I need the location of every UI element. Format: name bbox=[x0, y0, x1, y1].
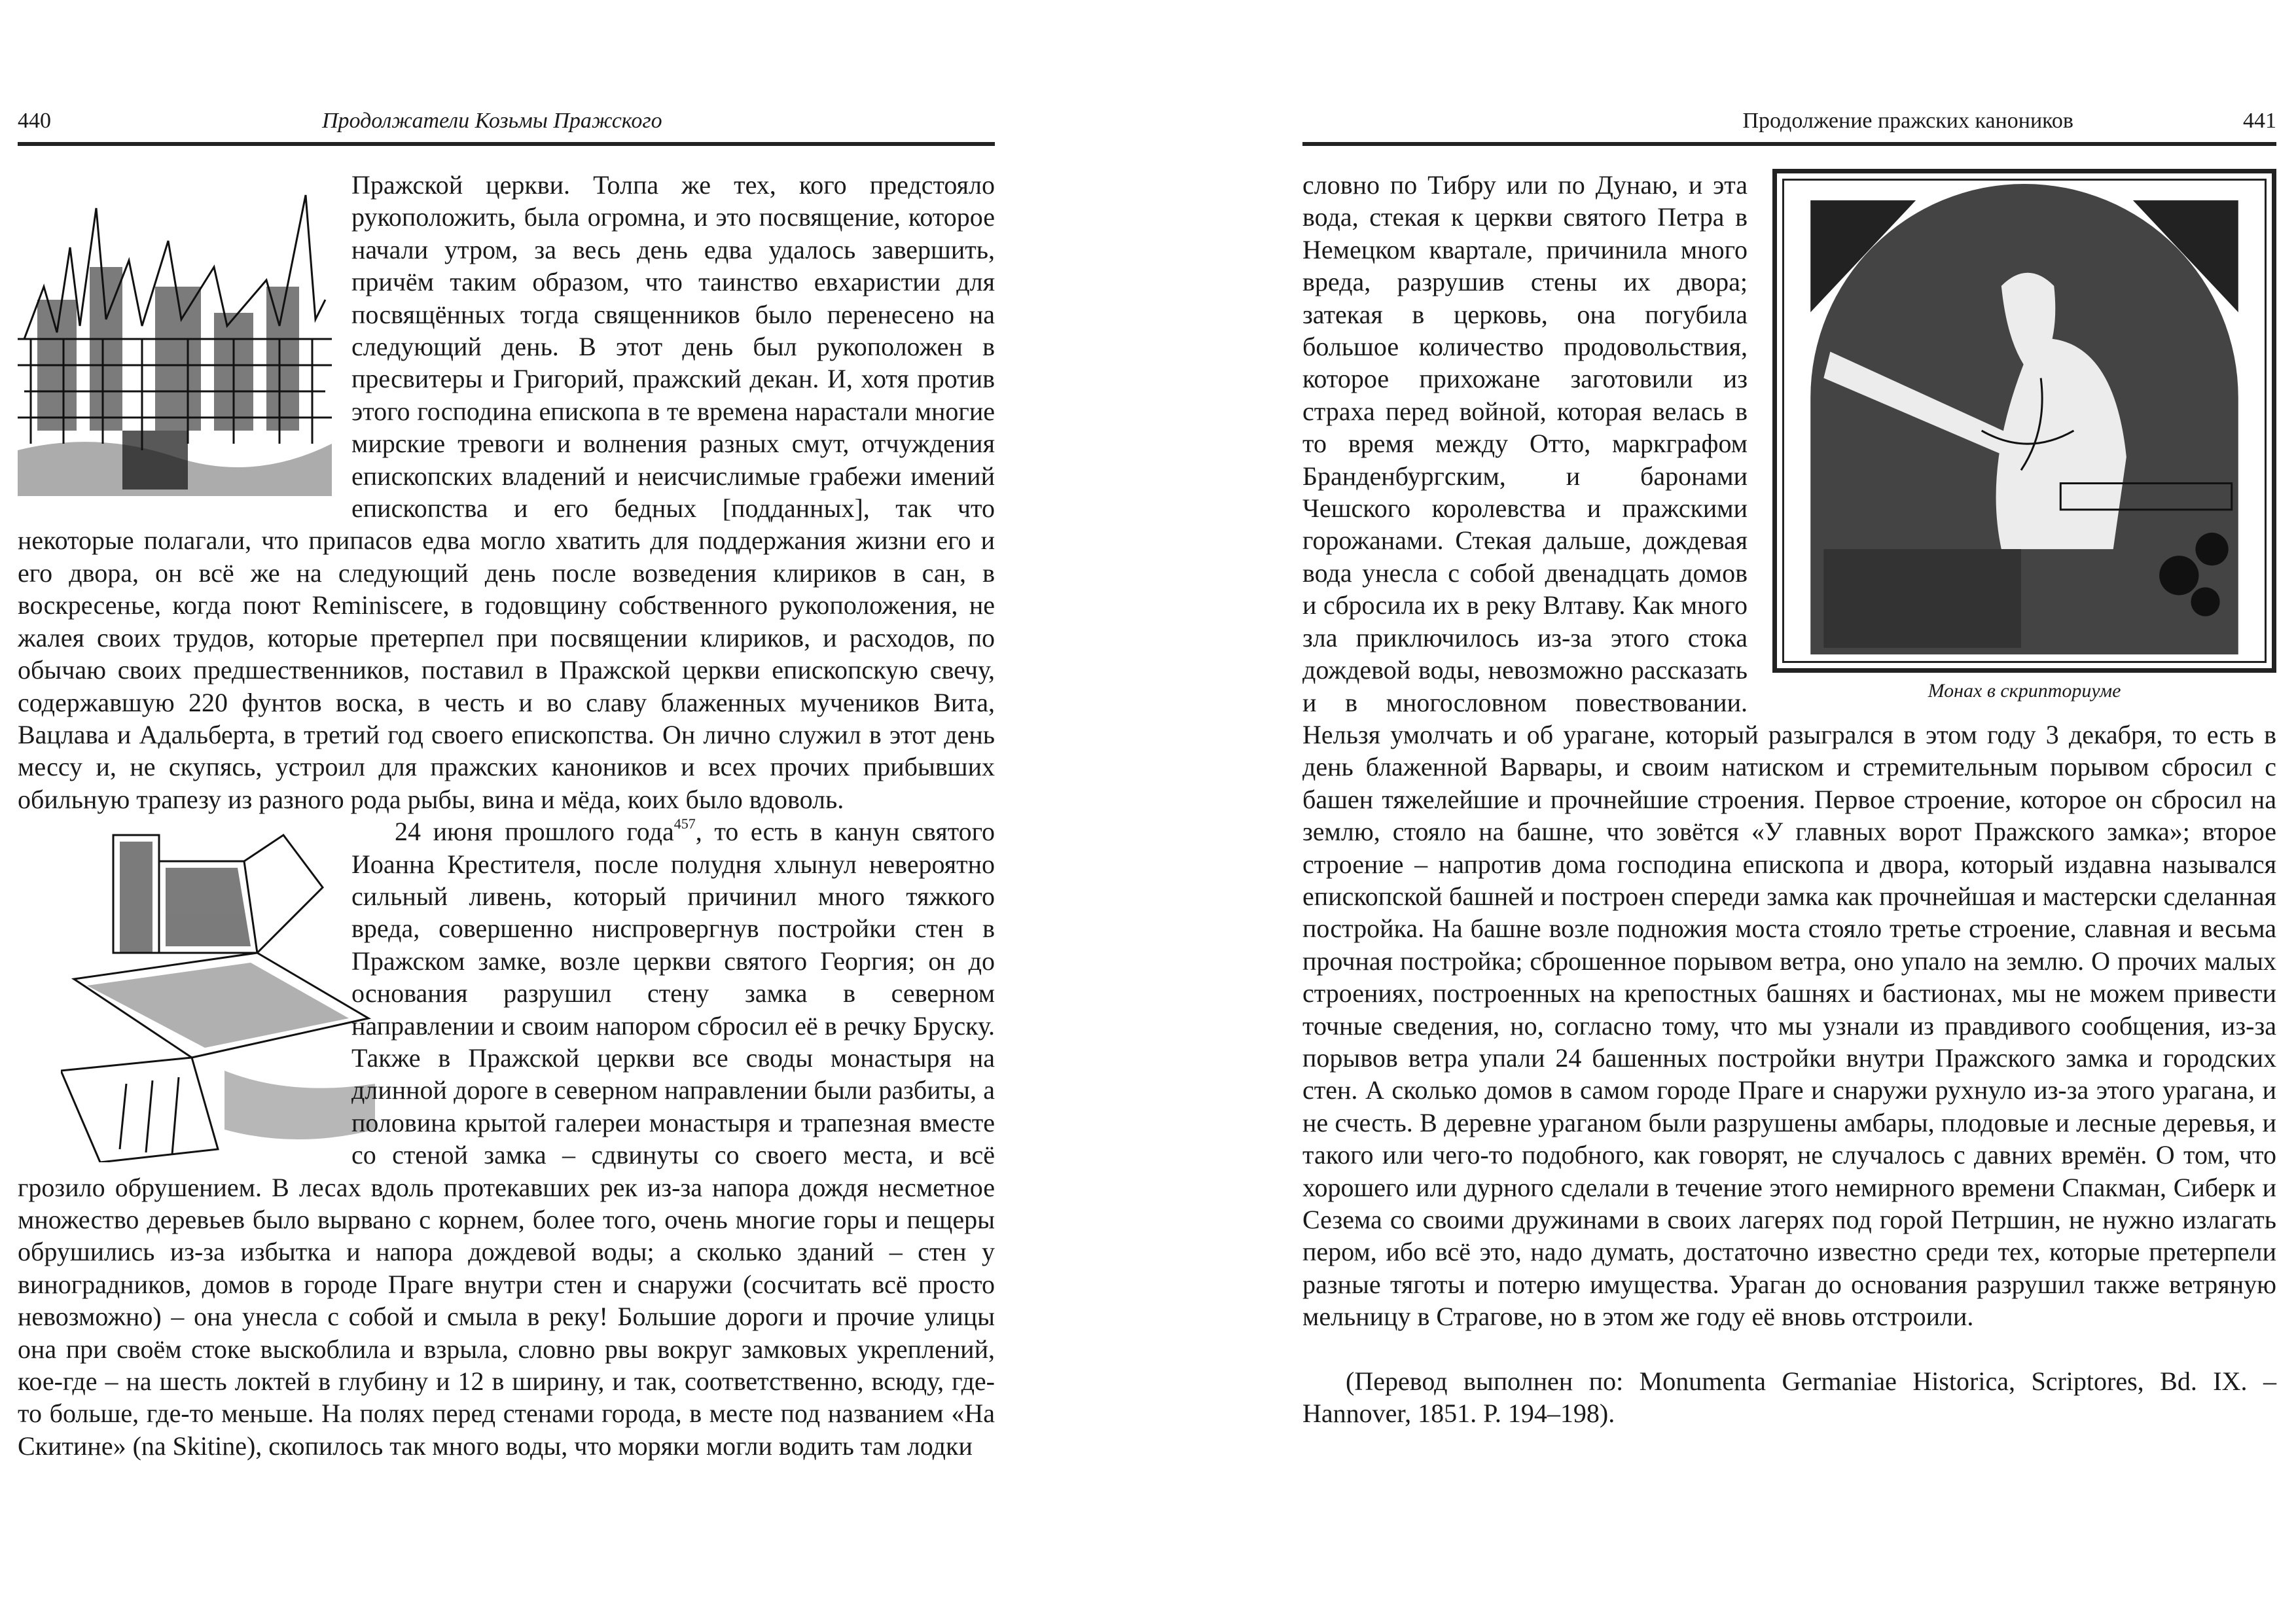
page-number-right: 441 bbox=[2243, 109, 2276, 133]
header-rule-left bbox=[18, 142, 995, 146]
footnote-ref-457[interactable]: 457 bbox=[673, 815, 696, 832]
left-page bbox=[18, 0, 995, 1623]
page-number-left: 440 bbox=[18, 109, 51, 133]
left-page-body bbox=[18, 169, 995, 1462]
running-title-left: Продолжатели Козьмы Пражского bbox=[322, 109, 662, 133]
paragraph-1: Пражской церкви. Толпа же тех, кого предстояло рукоположить, была огромна, и это посвящение, которое начали утром, за весь день едва удалось завершить, причём таким образом, что таинство евхаристии для посвящённых тогда священников было перенесено на следующий день. В этот день был рукоположен в пресвитеры и Григорий, пражский декан. И, хотя против этого господина епископа в те времена нарастали многие мирские тревоги и волнения разных смут, отчуждения епископских владений и неисчислимые грабежи имений епископства и его бедных [подданных], так что некоторые полагали, что припасов едва могло хватить для поддержания жизни его и его двора, он всё же на следующий день после возведения клириков в сан, в воскресенье, когда поют Reminiscere, в годовщину собственного рукоположения, не жалея своих трудов, которые претерпел при посвящении клириков, и расходов, по обычаю своих предшественников, поставил в Пражской церкви епископскую свечу, содержавшую 220 фунтов воска, в честь и во славу блаженных мучеников Вита, Вацлава и Адальберта, в третий год своего епископства. Он лично служил в этот день мессу и, не скупясь, устроил для пражских каноников и всех прочих прибывших обильную трапезу из разного рода рыбы, вина и мёда, коих было вдоволь. bbox=[18, 170, 995, 814]
right-page-body bbox=[1302, 169, 2276, 1429]
running-head-right bbox=[1302, 105, 2276, 137]
paragraph-2-start: 24 июня прошлого года bbox=[395, 817, 674, 847]
monk-in-scriptorium-engraving bbox=[1782, 179, 2267, 663]
header-rule-right bbox=[1302, 142, 2276, 146]
running-title-right: Продолжение пражских каноников bbox=[1742, 109, 2073, 133]
prague-city-illustration-icon bbox=[18, 169, 332, 496]
right-page bbox=[1302, 0, 2276, 1623]
figure-monk bbox=[1772, 169, 2276, 705]
figure-caption: Монах в скрипториуме bbox=[1928, 680, 2121, 702]
running-head-left bbox=[18, 105, 995, 137]
monk-scriptorium-illustration-icon bbox=[1784, 181, 2265, 661]
monk-engraving-frame bbox=[1772, 169, 2276, 673]
prague-city-engraving bbox=[18, 169, 332, 496]
paragraph-2 bbox=[18, 815, 995, 1462]
castle-bridge-engraving bbox=[18, 822, 332, 1162]
source-note: (Перевод выполнен по: Monumenta Germaniae Historica, Scriptores, Bd. IX. – Hannover, 1851. P. 194–198). bbox=[1302, 1366, 2276, 1429]
castle-bridge-illustration-icon bbox=[61, 822, 375, 1162]
paragraph-2-rest: , то есть в канун святого Иоанна Крестителя, после полудня хлынул невероятно сильный ливень, который причинил много тяжкого вреда, совершенно ниспровергнув постройки стен в Пражском замке, возле церкви святого Георгия; он до основания разрушил стену замка в северном направлении и своим напором сбросил её в речку Бруску. Также в Пражской церкви все своды монастыря на длинной дороге в северном направлении были разбиты, а половина крытой галереи монастыря и трапезная вместе со стеной замка – сдвинуты со своего места, и всё грозило обрушением. В лесах вдоль протекавших рек из-за напора дождя несметное множество деревьев было вырвано с корнем, более того, очень многие горы и пещеры обрушились из-за избытка и напора дождевой воды; а сколько зданий – стен у виноградников, домов в городе Праге внутри стен и снаружи (сосчитать всё просто невозможно) – она унесла с собой и смыла в реку! Большие дороги и прочие улицы она при своём стоке выскоблила и взрыла, словно рвы вокруг замковых укреплений, кое-где – на шесть локтей в глубину и 12 в ширину, и так, соответственно, всюду, где-то больше, где-то меньше. На полях перед стенами города, в месте под названием «На Скитине» (na Skitine), скопилось так много воды, что моряки могли водить там лодки bbox=[18, 817, 995, 1461]
paragraph-right-1: словно по Тибру или по Дунаю, и эта вода, стекая к церкви святого Петра в Немецком квартале, причинила много вреда, разрушив стены их двора; затекая в церковь, она погубила большое количество продовольствия, которое прихожане заготовили из страха перед войной, которая велась в то время между Отто, маркграфом Бранденбургским, и баронами Чешского королевства и пражскими горожанами. Стекая дальше, дождевая вода унесла с собой двенадцать домов и сбросила их в реку Влтаву. Как много зла приключилось из-за этого стока дождевой воды, невозможно рассказать и в многословном повествовании. Нельзя умолчать и об урагане, который разыгрался в этом году 3 декабря, то есть в день блаженной Варвары, и своим натиском и стремительным порывом сбросил с башен тяжелейшие и прочнейшие строения. Первое строение, которое он сбросил на землю, стояло на башне, что зовётся «У главных ворот Пражского замка»; второе строение – напротив дома господина епископа и двора, который издавна назывался епископской башней и построен спереди замка как прочнейшая и мастерски сделанная постройка. На башне возле подножия моста стояло третье строение, славная и весьма прочная постройка; сброшенное порывом ветра, оно упало на землю. О прочих малых строениях, построенных на крепостных башнях и бастионах, мы не можем привести точные сведения, но, согласно тому, что мы узнали из правдивого сообщения, из-за порывов ветра упали 24 башенных постройки внутри Пражского замка и городских стен. А сколько домов в самом городе Праге и снаружи рухнуло из-за этого урагана, и не счесть. В деревне ураганом были разрушены амбары, плодовые и лесные деревья, и такого или чего-то подобного, как говорят, не случалось с давних времён. О том, что хорошего или дурного сделали в течение этого немирного времени Спакман, Сиберк и Сезема со своими дружинами в своих лагерях под горой Петршин, не нужно излагать пером, ибо всё это, надо думать, достаточно известно среди тех, которые претерпели разные тяготы и потерю имущества. Ураган до основания разрушил также ветряную мельницу в Страгове, но в этом же году её вновь отстроили. bbox=[1302, 170, 2276, 1332]
paragraph-spacer bbox=[1302, 1333, 2276, 1365]
